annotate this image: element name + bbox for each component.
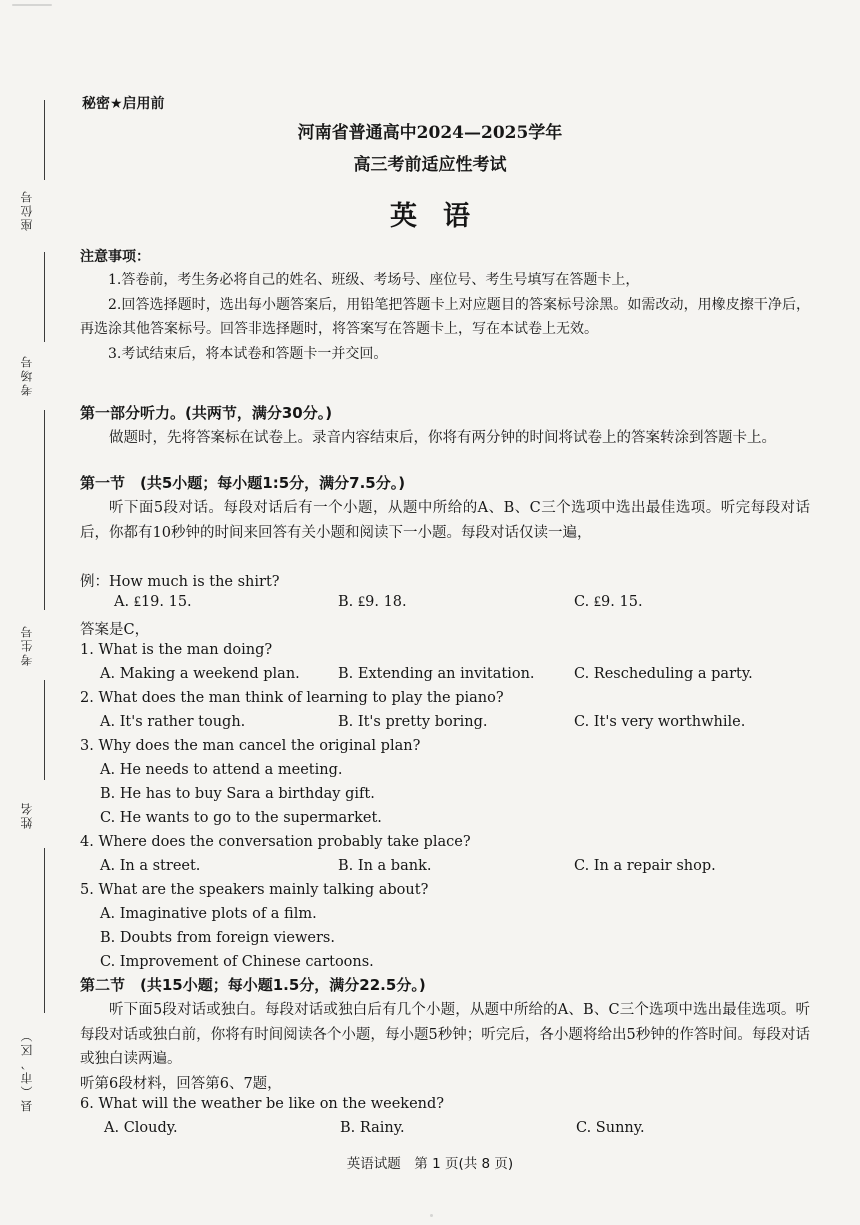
exam-subtitle: 高三考前适应性考试 [353,155,507,175]
question-4-option-a: A. In a street. [100,858,201,874]
question-4-option-b: B. In a bank. [338,858,432,874]
question-3: 3. Why does the man cancel the original plan? [80,738,421,754]
question-5-option-a: A. Imaginative plots of a film. [100,906,317,922]
binding-line [44,252,45,342]
part1-intro: 做题时，先将答案标在试卷上。录音内容结束后，你将有两分钟的时间将试卷上的答案转涂到答题卡上。 [109,430,776,446]
question-3-option-a: A. He needs to attend a meeting. [100,762,343,778]
section2-intro: 听下面5段对话或独白。每段对话或独白后有几个小题，从题中所给的A、B、C三个选项中选出最佳选项。听每段对话或独白前，你将有时间阅读各个小题，每小题5秒钟；听完后，各小题将给出5秒钟的作答时间。每段对话或独白读两遍。 [80,1002,810,1067]
question-5-option-b: B. Doubts from foreign viewers. [100,930,335,946]
section1-intro: 听下面5段对话。每段对话后有一个小题，从题中所给的A、B、C三个选项中选出最佳选项。听完每段对话后，你都有10秒钟的时间来回答有关小题和阅读下一小题。每段对话仅读一遍， [80,500,810,541]
county-label: 县（市、区） [20,1028,34,1112]
question-1-option-c: C. Rescheduling a party. [574,666,753,682]
part1-heading: 第一部分听力。(共两节，满分30分。) [80,404,333,422]
notice-item: 2.回答选择题时，选出每小题答案后，用铅笔把答题卡上对应题目的答案标号涂黑。如需改动，用橡皮擦干净后，再选涂其他答案标号。回答非选择题时，将答案写在答题卡上，写在本试卷上无效。 [80,296,810,337]
question-3-option-b: B. He has to buy Sara a birthday gift. [100,786,375,802]
scan-speck [12,4,52,6]
binding-line [44,848,45,1013]
section1-heading: 第一节 (共5小题；每小题1:5分，满分7.5分。) [80,474,406,492]
material-instruction: 听第6段材料，回答第6、7题， [80,1076,282,1092]
notice-heading: 注意事项： [80,249,150,265]
notice-item: 1.答卷前，考生务必将自己的姓名、班级、考场号、座位号、考生号填写在答题卡上， [108,272,640,288]
binding-line [44,680,45,780]
scan-speck [430,1214,433,1217]
subject-title: 英语 [390,201,496,232]
student-name-label: 姓名 [20,801,34,829]
question-2: 2. What does the man think of learning to play the piano? [80,690,504,706]
notice-list [80,268,810,366]
example-option-b: B. ₤9. 18. [338,594,407,610]
question-1: 1. What is the man doing? [80,642,273,658]
question-4: 4. Where does the conversation probably take place? [80,834,471,850]
exam-title: 河南省普通高中2024—2025学年 [297,123,563,143]
example-answer: 答案是C， [80,622,150,638]
question-6-option-c: C. Sunny. [576,1120,645,1136]
notice-item: 3.考试结束后，将本试卷和答题卡一并交回。 [108,345,388,362]
example-option-c: C. ₤9. 15. [574,594,643,610]
question-2-option-c: C. It's very worthwhile. [574,714,746,730]
question-6-option-b: B. Rainy. [340,1120,405,1136]
section2-heading: 第二节 (共15小题；每小题1.5分，满分22.5分。) [80,976,426,994]
question-6-option-a: A. Cloudy. [104,1120,178,1136]
question-5-option-c: C. Improvement of Chinese cartoons. [100,954,374,970]
question-2-option-b: B. It's pretty boring. [338,714,488,730]
page-footer: 英语试题 第 1 页(共 8 页) [346,1156,514,1172]
exam-room-label: 考场号 [20,354,34,396]
binding-line [44,410,45,610]
question-5: 5. What are the speakers mainly talking about? [80,882,429,898]
question-2-option-a: A. It's rather tough. [100,714,246,730]
exam-number-label: 考生号 [20,624,34,666]
example-option-a: A. ₤19. 15. [114,594,192,610]
question-6: 6. What will the weather be like on the weekend? [80,1096,445,1112]
confidential-mark: 秘密★启用前 [82,96,165,112]
question-1-option-b: B. Extending an invitation. [338,666,535,682]
question-4-option-c: C. In a repair shop. [574,858,716,874]
example-question: 例：How much is the shirt? [80,574,280,590]
seat-number-label: 座位号 [20,189,34,231]
question-3-option-c: C. He wants to go to the supermarket. [100,810,382,826]
question-1-option-a: A. Making a weekend plan. [100,666,300,682]
